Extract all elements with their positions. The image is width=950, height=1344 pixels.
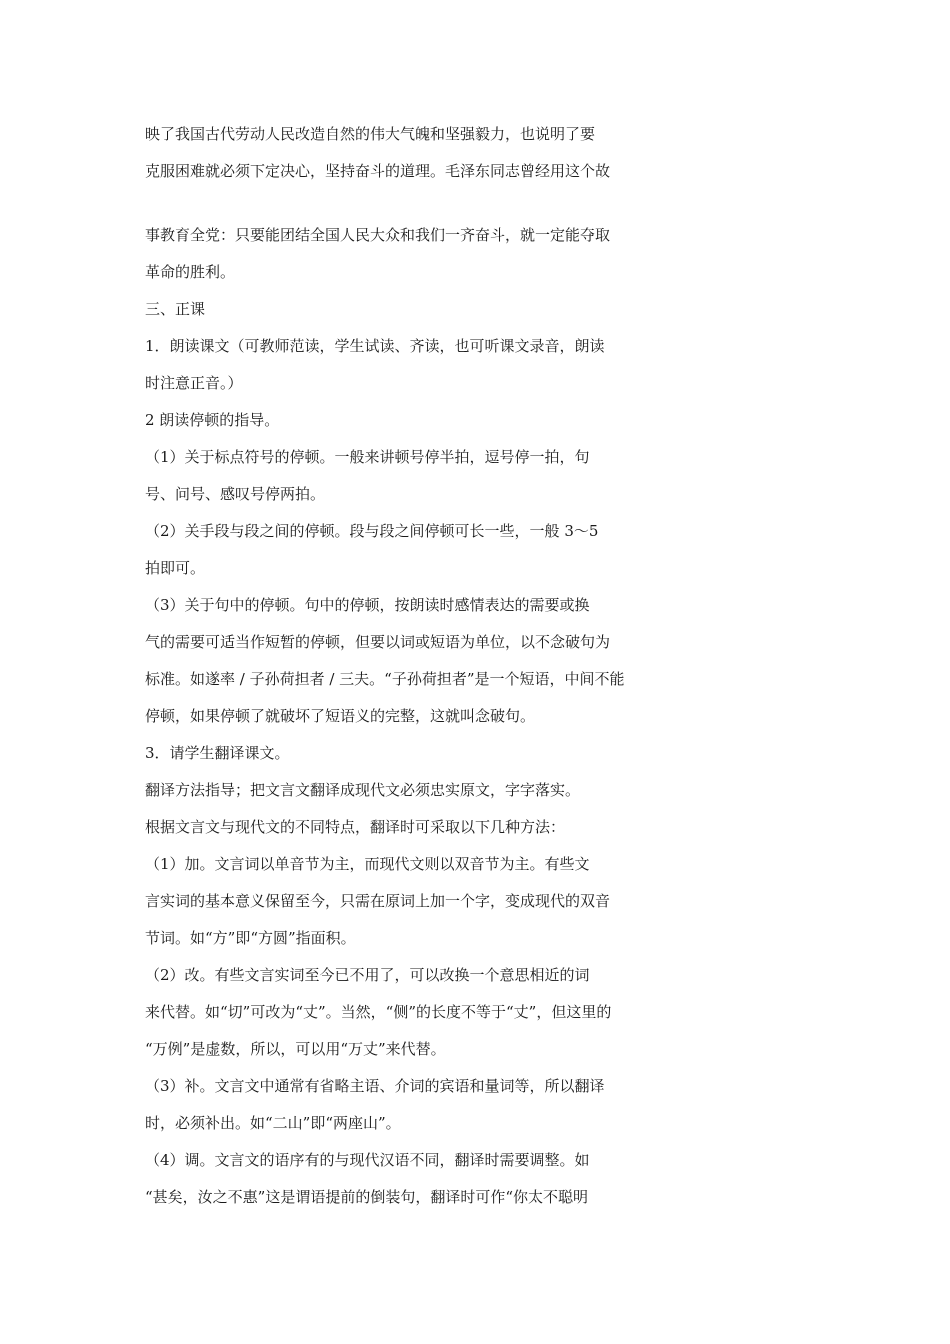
text-line: （1）加。文言词以单音节为主，而现代文则以双音节为主。有些文	[145, 855, 590, 873]
text-row	[145, 484, 765, 504]
text-row	[145, 1039, 765, 1059]
text-line: “万例”是虚数，所以，可以用“万丈”来代替。	[145, 1040, 446, 1058]
text-line: 节词。如“方”即“方圆”指面积。	[145, 929, 356, 947]
text-row	[145, 669, 765, 689]
text-row	[145, 336, 765, 356]
text-row	[145, 891, 765, 911]
text-line: 3．请学生翻译课文。	[145, 744, 290, 762]
text-line: 革命的胜利。	[145, 263, 236, 281]
text-line: 事教育全党：只要能团结全国人民大众和我们一齐奋斗，就一定能夺取	[145, 226, 611, 244]
text-line: 标准。如遂率 / 子孙荷担者 / 三夫。“子孙荷担者”是一个短语，中间不能	[145, 670, 625, 688]
text-line: 时注意正音。）	[145, 374, 243, 392]
text-line: 停顿，如果停顿了就破坏了短语义的完整，这就叫念破句。	[145, 707, 536, 725]
text-row	[145, 706, 765, 726]
text-line: 拍即可。	[145, 559, 206, 577]
text-row	[145, 1113, 765, 1133]
paragraph-intro-continued-2	[145, 161, 765, 181]
text-row	[145, 1076, 765, 1096]
paragraph-intro-end	[145, 225, 765, 245]
text-line: 时，必须补出。如“二山”即“两座山”。	[145, 1114, 401, 1132]
text-row	[145, 965, 765, 985]
text-line: 言实词的基本意义保留至今，只需在原词上加一个字，变成现代的双音	[145, 892, 611, 910]
text-line: 克服困难就必须下定决心，坚持奋斗的道理。毛泽东同志曾经用这个故	[145, 162, 611, 180]
text-line: 映了我国古代劳动人民改造自然的伟大气魄和坚强毅力，也说明了要	[145, 125, 596, 143]
text-line: “甚矣，汝之不惠”这是谓语提前的倒装句，翻译时可作“你太不聪明	[145, 1188, 589, 1206]
text-row	[145, 817, 765, 837]
text-row	[145, 1002, 765, 1022]
text-row	[145, 595, 765, 615]
text-line: （2）改。有些文言实词至今已不用了，可以改换一个意思相近的词	[145, 966, 590, 984]
text-line: 翻译方法指导；把文言文翻译成现代文必须忠实原文，字字落实。	[145, 781, 581, 799]
text-line: 号、问号、感叹号停两拍。	[145, 485, 326, 503]
text-line: 根据文言文与现代文的不同特点，翻译时可采取以下几种方法：	[145, 818, 566, 836]
text-line: （4）调。文言文的语序有的与现代汉语不同，翻译时需要调整。如	[145, 1151, 590, 1169]
text-row	[145, 743, 765, 763]
text-row	[145, 521, 765, 541]
text-line: （2）关手段与段之间的停顿。段与段之间停顿可长一些，一般 3～5	[145, 522, 599, 540]
text-line: 1．朗读课文（可教师范读，学生试读、齐读，也可听课文录音，朗读	[145, 337, 605, 355]
text-line: （1）关于标点符号的停顿。一般来讲顿号停半拍，逗号停一拍，句	[145, 448, 590, 466]
text-row	[145, 558, 765, 578]
text-line: （3）关于句中的停顿。句中的停顿，按朗读时感情表达的需要或换	[145, 596, 590, 614]
section-heading	[145, 299, 765, 319]
text-line: （3）补。文言文中通常有省略主语、介词的宾语和量词等，所以翻译	[145, 1077, 605, 1095]
section-heading-text: 三、正课	[145, 300, 206, 318]
text-row	[145, 928, 765, 948]
text-line: 2 朗读停顿的指导。	[145, 411, 280, 429]
text-row	[145, 632, 765, 652]
text-row	[145, 1150, 765, 1170]
paragraph-intro-continued	[145, 124, 765, 144]
text-row	[145, 262, 765, 282]
text-row	[145, 854, 765, 874]
text-row	[145, 410, 765, 430]
text-row	[145, 1187, 765, 1207]
text-row	[145, 780, 765, 800]
text-line: 气的需要可适当作短暂的停顿，但要以词或短语为单位，以不念破句为	[145, 633, 611, 651]
text-line: 来代替。如“切”可改为“丈”。当然，“侧”的长度不等于“丈”，但这里的	[145, 1003, 612, 1021]
text-row	[145, 373, 765, 393]
text-row	[145, 447, 765, 467]
